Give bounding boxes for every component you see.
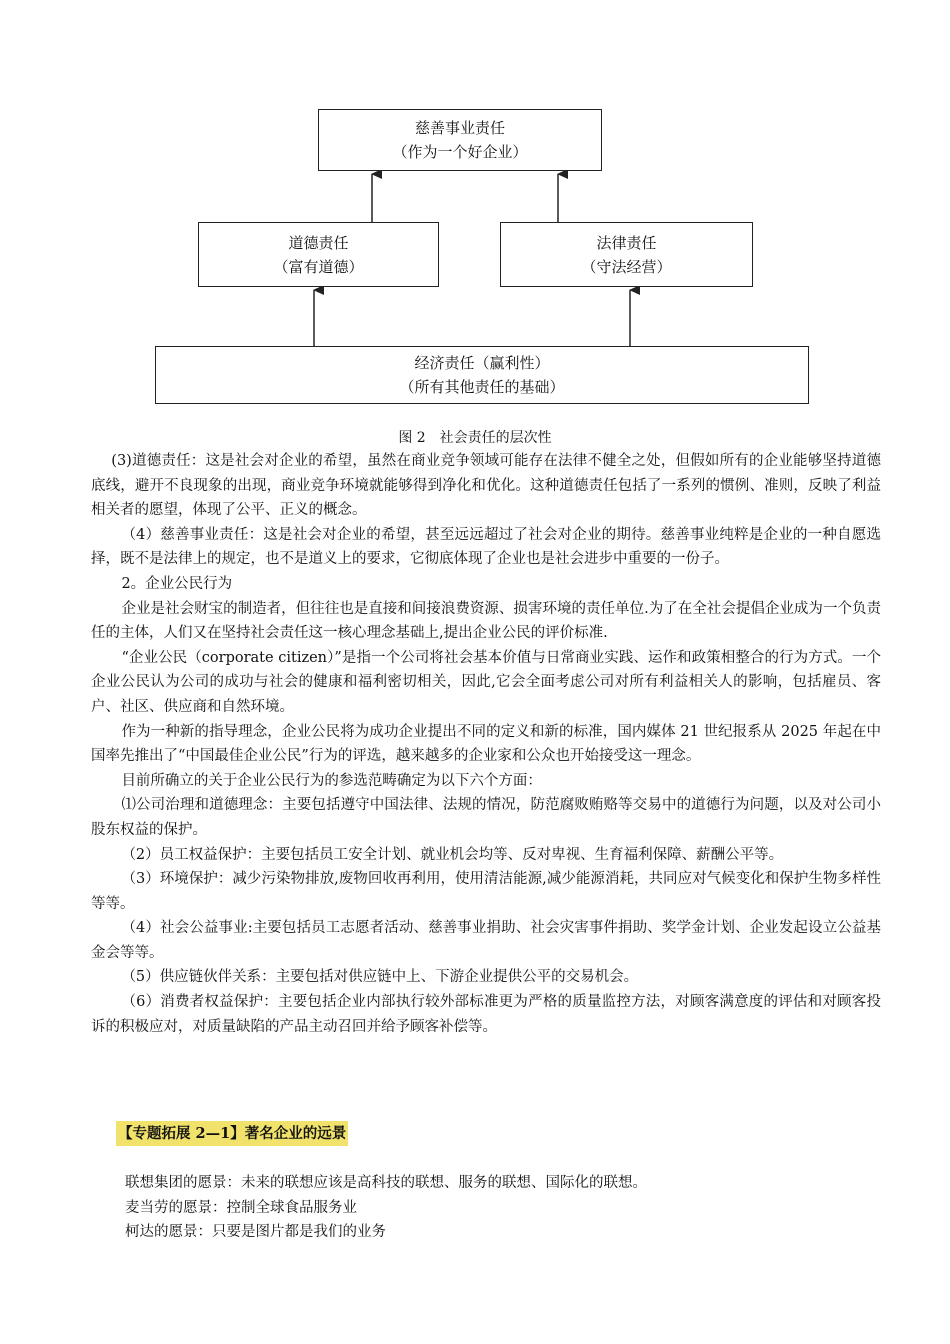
list-item-employee-rights: （2）员工权益保护：主要包括员工安全计划、就业机会均等、反对卑视、生育福利保障、薪酬公平等。 xyxy=(121,846,784,863)
paragraph-categories-intro: 目前所确立的关于企业公民行为的参选范畴确定为以下六个方面： xyxy=(121,772,542,789)
economic-title: 经济责任（赢利性） xyxy=(414,354,550,372)
legal-subtitle: （守法经营） xyxy=(581,257,672,276)
topic-heading: 【专题拓展 2—1】著名企业的远景 xyxy=(116,1121,348,1146)
economic-subtitle: （所有其他责任的基础） xyxy=(399,378,565,396)
vision-mcdonalds: 麦当劳的愿景：控制全球食品服务业 xyxy=(125,1199,357,1216)
paragraph-guiding-concept: 作为一种新的指导理念，企业公民将为成功企业提出不同的定义和新的标准，国内媒体 21 世纪报系从 2025 年起在中国率先推出了“中国最佳企业公民”行为的评选，越来越多的企业家和公众也开始接受这一理念。 xyxy=(91,723,881,765)
legal-title: 法律责任 xyxy=(596,233,657,252)
paragraph-definition: “企业公民（corporate citizen）”是指一个公司将社会基本价值与日常商业实践、运作和政策相整合的行为方式。一个企业公民认为公司的成功与社会的健康和福利密切相关，因此,它会全面考虑公司对所有利益相关人的影响，包括雇员、客户、社区、供应商和自然环境。 xyxy=(91,649,881,715)
paragraph-ethics: (3)道德责任：这是社会对企业的希望，虽然在商业竞争领域可能存在法律不健全之处，但假如所有的企业能够坚持道德底线，避开不良现象的出现，商业竞争环境就能够得到净化和优化。这种道德责任包括了一系列的惯例、准则，反映了利益相关者的愿望，体现了公平、正义的概念。 xyxy=(91,453,881,519)
body-text xyxy=(91,449,881,1039)
list-item-governance: ⑴公司治理和道德理念：主要包括遵守中国法律、法规的情况，防范腐败贿赂等交易中的道德行为问题，以及对公司小股东权益的保护。 xyxy=(91,797,881,838)
legal-responsibility-box xyxy=(500,222,753,287)
charity-responsibility-box xyxy=(318,109,602,171)
section-heading-corporate-citizen: 2。企业公民行为 xyxy=(121,575,233,592)
ethics-subtitle: （富有道德） xyxy=(273,257,364,276)
list-item-public-welfare: （4）社会公益事业:主要包括员工志愿者活动、慈善事业捐助、社会灾害事件捐助、奖学金计划、企业发起设立公益基金会等等。 xyxy=(91,920,881,961)
charity-subtitle: （作为一个好企业） xyxy=(392,143,528,161)
paragraph-intro: 企业是社会财宝的制造者，但往往也是直接和间接浪费资源、损害环境的责任单位.为了在全社会提倡企业成为一个负责任的主体，人们又在坚持社会责任这一核心理念基础上,提出企业公民的评价标准. xyxy=(91,600,881,642)
vision-kodak: 柯达的愿景：只要是图片都是我们的业务 xyxy=(125,1224,386,1240)
vision-list xyxy=(125,1171,647,1245)
paragraph-charity: （4）慈善事业责任：这是社会对企业的希望，甚至远远超过了社会对企业的期待。慈善事业纯粹是企业的一种自愿选择，既不是法律上的规定，也不是道义上的要求，它彻底体现了企业也是社会进步中重要的一份子。 xyxy=(91,526,881,568)
vision-lenovo: 联想集团的愿景：未来的联想应该是高科技的联想、服务的联想、国际化的联想。 xyxy=(125,1175,647,1191)
economic-responsibility-box xyxy=(155,346,809,404)
responsibility-hierarchy-diagram xyxy=(0,0,950,420)
figure-caption: 图 2 社会责任的层次性 xyxy=(398,430,552,446)
list-item-supply-chain: （5）供应链伙伴关系：主要包括对供应链中上、下游企业提供公平的交易机会。 xyxy=(121,969,639,986)
ethics-responsibility-box xyxy=(198,222,439,287)
ethics-title: 道德责任 xyxy=(288,233,349,252)
list-item-consumer-rights: （6）消费者权益保护：主要包括企业内部执行较外部标准更为严格的质量监控方法，对顾客满意度的评估和对顾客投诉的积极应对，对质量缺陷的产品主动召回并给予顾客补偿等。 xyxy=(91,994,881,1035)
charity-title: 慈善事业责任 xyxy=(414,119,505,137)
list-item-environment: （3）环境保护：减少污染物排放,废物回收再利用，使用清洁能源,减少能源消耗，共同应对气候变化和保护生物多样性等等。 xyxy=(91,871,881,912)
